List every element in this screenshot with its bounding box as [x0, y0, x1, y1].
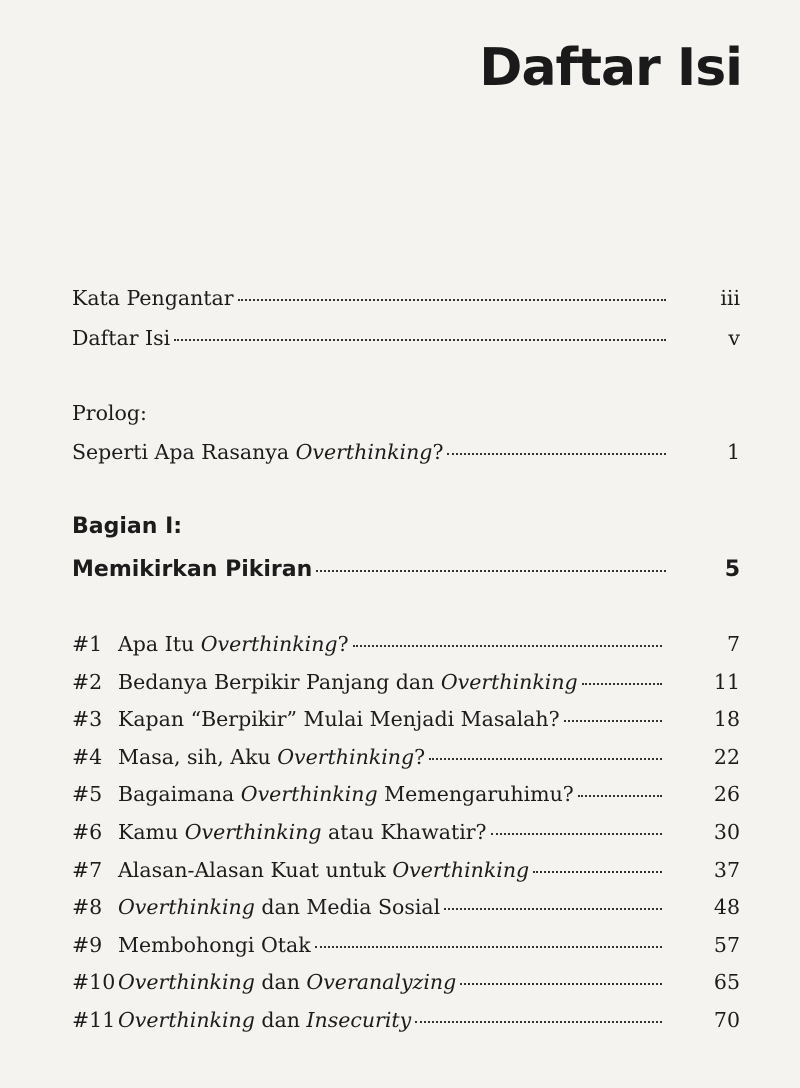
toc-entry-page: 7	[726, 632, 740, 656]
chapter-number: #10	[72, 970, 116, 995]
toc-entry-chapter[interactable]	[72, 743, 740, 771]
chapter-number: #2	[72, 669, 103, 694]
toc-entry-chapter[interactable]	[72, 818, 740, 846]
toc-entry-chapter[interactable]	[72, 780, 740, 808]
toc-entry-chapter[interactable]	[72, 968, 740, 996]
toc-entry-page: 70	[713, 1008, 740, 1032]
toc-entry-label: Seperti Apa Rasanya Overthinking?	[72, 440, 444, 464]
chapter-number: #5	[72, 782, 103, 807]
toc-entry-chapter[interactable]	[72, 931, 740, 959]
toc-entry-page: 48	[713, 895, 740, 920]
chapter-number: #7	[72, 857, 103, 882]
toc-entry-label: Overthinking dan Insecurity	[118, 1008, 412, 1032]
chapter-number: #6	[72, 820, 103, 844]
chapter-number: #4	[72, 744, 103, 769]
toc-entry-chapter[interactable]	[72, 630, 740, 658]
toc-entry-label: Kapan “Berpikir” Mulai Menjadi Masalah?	[118, 707, 560, 732]
toc-entry-page: iii	[720, 286, 740, 310]
leader-dots	[238, 299, 666, 301]
toc-entry-page: 30	[713, 820, 740, 844]
leader-dots	[415, 1021, 662, 1023]
page-title: Daftar Isi	[479, 38, 742, 98]
leader-dots	[444, 908, 662, 910]
chapter-number: #8	[72, 895, 103, 920]
toc-entry-page: 1	[726, 440, 740, 464]
toc-entry-page: 65	[713, 970, 740, 995]
toc-entry-chapter[interactable]	[72, 893, 740, 921]
leader-dots	[460, 983, 662, 985]
toc-entry-label: Bedanya Berpikir Panjang dan Overthinking	[118, 669, 578, 694]
toc-entry-chapter[interactable]	[72, 1006, 740, 1034]
toc-entry-chapter[interactable]	[72, 668, 740, 696]
toc-entry-label: Alasan-Alasan Kuat untuk Overthinking	[118, 857, 530, 882]
prolog-heading: Prolog:	[72, 401, 147, 425]
leader-dots	[447, 453, 666, 455]
toc-entry-page: 11	[713, 669, 740, 694]
leader-dots	[533, 871, 662, 873]
toc-entry-page: 5	[724, 557, 740, 582]
toc-entry-chapter[interactable]	[72, 705, 740, 733]
toc-entry-page: 18	[713, 707, 740, 732]
toc-entry-page: 57	[713, 932, 740, 957]
leader-dots	[564, 720, 662, 722]
toc-entry-label: Memikirkan Pikiran	[72, 557, 313, 582]
part-heading: Bagian I:	[72, 514, 183, 539]
leader-dots	[315, 946, 662, 948]
leader-dots	[491, 833, 662, 835]
toc-entry-page: 37	[713, 857, 740, 882]
toc-entry-page: v	[728, 326, 740, 350]
toc-entry-label: Bagaimana Overthinking Memengaruhimu?	[118, 782, 574, 807]
toc-entry-label: Overthinking dan Overanalyzing	[118, 970, 457, 995]
toc-entry-label: Membohongi Otak	[118, 932, 311, 957]
chapter-number: #9	[72, 932, 103, 957]
toc-entry-label: Daftar Isi	[72, 326, 171, 350]
leader-dots	[578, 795, 662, 797]
leader-dots	[174, 339, 666, 341]
chapter-number: #3	[72, 707, 103, 732]
toc-entry-chapter[interactable]	[72, 856, 740, 884]
leader-dots	[429, 758, 662, 760]
chapter-number: #11	[72, 1008, 116, 1032]
toc-entry-part1[interactable]	[72, 555, 740, 585]
leader-dots	[582, 683, 662, 685]
toc-entry-label: Kamu Overthinking atau Khawatir?	[118, 820, 487, 844]
toc-entry-kata-pengantar[interactable]	[72, 284, 740, 312]
toc-entry-label: Kata Pengantar	[72, 286, 234, 310]
toc-entry-daftar-isi[interactable]	[72, 324, 740, 352]
toc-entry-prolog[interactable]	[72, 438, 740, 466]
toc-entry-label: Masa, sih, Aku Overthinking?	[118, 744, 426, 769]
toc-entry-page: 26	[713, 782, 740, 807]
toc-entry-label: Overthinking dan Media Sosial	[118, 895, 441, 920]
leader-dots	[316, 570, 666, 572]
leader-dots	[353, 645, 662, 647]
chapter-number: #1	[72, 632, 103, 656]
toc-entry-page: 22	[713, 744, 740, 769]
toc-entry-label: Apa Itu Overthinking?	[118, 632, 349, 656]
